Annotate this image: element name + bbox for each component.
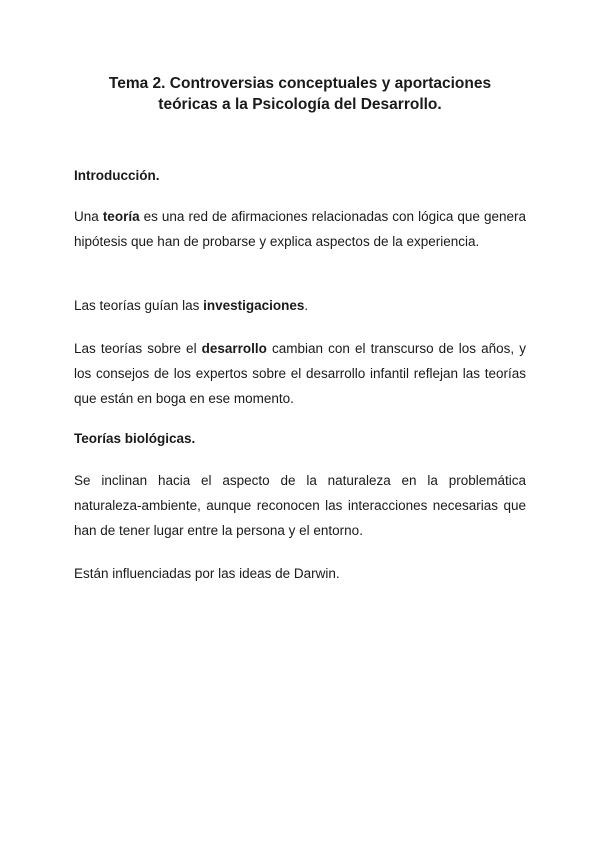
p3-text-before: Las teorías sobre el bbox=[74, 341, 202, 356]
paragraph-theory-definition bbox=[74, 204, 526, 254]
p3-bold-term: desarrollo bbox=[201, 341, 267, 356]
introduction-heading: Introducción. bbox=[74, 168, 160, 183]
p1-text-before: Una bbox=[74, 209, 103, 224]
biological-theories-heading: Teorías biológicas. bbox=[74, 431, 196, 446]
p2-text-before: Las teorías guían las bbox=[74, 298, 204, 313]
title-line-2: teóricas a la Psicología del Desarrollo. bbox=[158, 96, 442, 113]
p2-text-after: . bbox=[304, 298, 309, 313]
paragraph-darwin: Están influenciadas por las ideas de Darwin. bbox=[74, 566, 340, 581]
p1-bold-term: teoría bbox=[102, 209, 140, 224]
p1-text-after: es una red de afirmaciones relacionadas con lógica que genera hipótesis que han de probarse y explica aspectos de la experiencia. bbox=[74, 209, 526, 249]
paragraph-nature-nurture: Se inclinan hacia el aspecto de la naturaleza en la problemática naturaleza-ambiente, aunque reconocen las interacciones necesarias que han de tener lugar entre la persona y el entorno. bbox=[74, 473, 526, 538]
title-line-1: Tema 2. Controversias conceptuales y aportaciones bbox=[108, 75, 492, 92]
p2-bold-term: investigaciones bbox=[203, 298, 305, 313]
document-title bbox=[60, 73, 540, 115]
paragraph-theories-guide bbox=[74, 293, 526, 318]
paragraph-development-theories bbox=[74, 336, 526, 411]
p3-text-after: cambian con el transcurso de los años, y los consejos de los expertos sobre el desarrollo infantil reflejan las teorías que están en boga en ese momento. bbox=[74, 341, 526, 406]
